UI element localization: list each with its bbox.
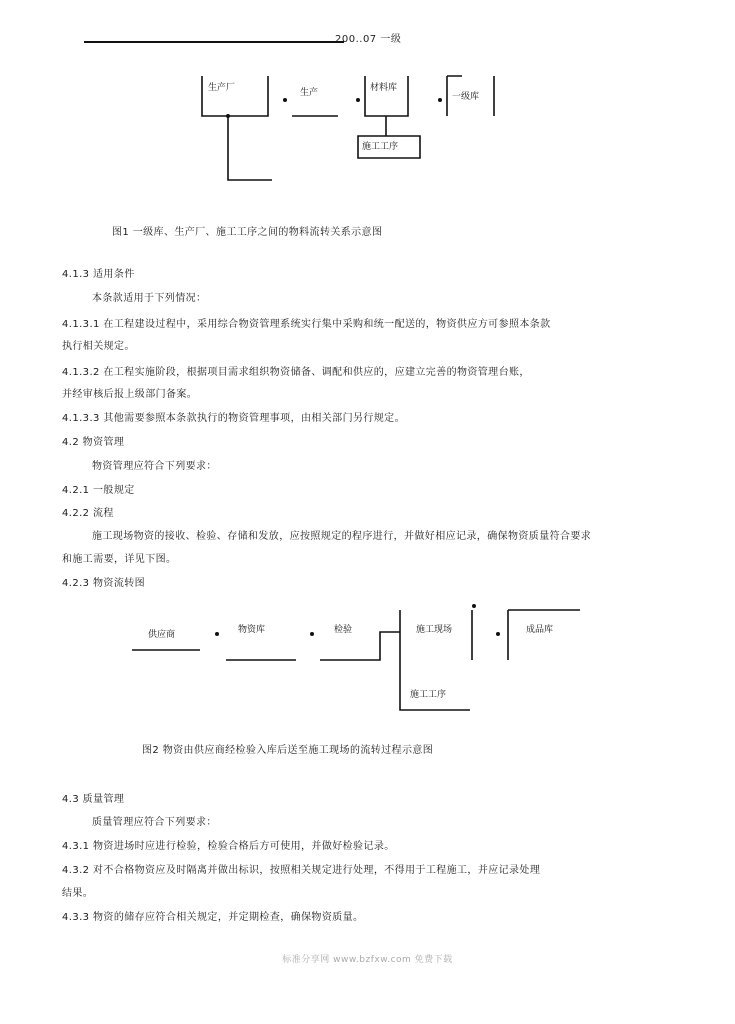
section-b-line: 4.3.2 对不合格物资应及时隔离并做出标识，按照相关规定进行处理，不得用于工程施工，并应记录处理: [62, 865, 541, 876]
section-b-line: 结果。: [62, 888, 94, 899]
section-a-line: 执行相关规定。: [62, 341, 135, 352]
section-b-line: 4.3.1 物资进场时应进行检验，检验合格后方可使用，并做好检验记录。: [62, 841, 395, 852]
fig1-block-production: 生产: [300, 88, 319, 98]
figure1-caption: 图1 一级库、生产厂、施工工序之间的物料流转关系示意图: [112, 227, 383, 238]
section-a-line: 物资管理应符合下列要求：: [92, 461, 217, 472]
fig2-block-supplier: 供应商: [148, 630, 176, 640]
page-header: 200..07 一级: [335, 34, 402, 45]
fig1-block-level1: 一级库: [452, 92, 480, 102]
section-a-line: 4.1.3.3 其他需要参照本条款执行的物资管理事项，由相关部门另行规定。: [62, 413, 405, 424]
section-a-line: 4.2.1 一般规定: [62, 485, 135, 496]
section-a-line: 4.1.3.2 在工程实施阶段，根据项目需求组织物资储备、调配和供应的，应建立完善的物资管理台账，: [62, 367, 530, 378]
fig2-block-materials: 物资库: [238, 625, 266, 635]
fig1-block-producer: 生产厂: [208, 83, 236, 93]
section-a-line: 本条款适用于下列情况：: [92, 293, 207, 304]
fig1-block-warehouse: 材料库: [370, 83, 398, 93]
fig2-block-process: 施工工序: [410, 690, 447, 700]
page-footer: 标准分享网 www.bzfxw.com 免费下载: [282, 955, 453, 965]
fig2-block-finished: 成品库: [526, 625, 554, 635]
fig1-block1-frame: [202, 76, 268, 116]
fig1-block3-frame: [365, 76, 408, 116]
fig2-block-site: 施工现场: [416, 625, 453, 635]
section-a-line: 并经审核后报上级部门备案。: [62, 389, 198, 400]
fig2-step-line: [372, 632, 400, 660]
section-a-line: 4.2 物资管理: [62, 437, 125, 448]
section-a-line: 4.1.3 适用条件: [62, 269, 135, 280]
section-a-line: 施工现场物资的接收、检验、存储和发放，应按照规定的程序进行，并做好相应记录，确保物资质量符合要求: [92, 531, 592, 542]
fig1-block-process: 施工工序: [362, 142, 399, 152]
section-b-line: 4.3 质量管理: [62, 794, 125, 805]
section-b-line: 质量管理应符合下列要求：: [92, 817, 217, 828]
fig2-block-inspection: 检验: [334, 625, 353, 635]
section-a-line: 和施工需要，详见下图。: [62, 554, 177, 565]
section-a-line: 4.1.3.1 在工程建设过程中，采用综合物资管理系统实行集中采购和统一配送的，物资供应方可参照本条款: [62, 319, 551, 330]
figure2-caption: 图2 物资由供应商经检验入库后送至施工现场的流转过程示意图: [142, 745, 434, 756]
section-b-line: 4.3.3 物资的储存应符合相关规定，并定期检查，确保物资质量。: [62, 912, 364, 923]
section-a-line: 4.2.2 流程: [62, 508, 114, 519]
fig1-feedback-line: [228, 116, 272, 180]
header-rule: [84, 41, 344, 43]
section-a-line: 4.2.3 物资流转图: [62, 578, 146, 589]
